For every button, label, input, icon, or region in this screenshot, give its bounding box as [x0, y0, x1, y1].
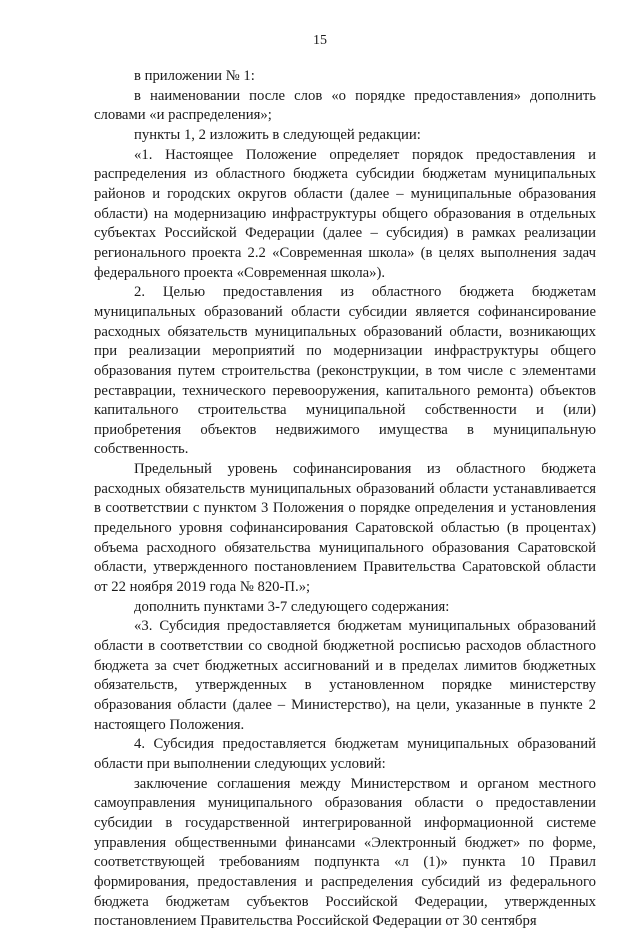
paragraph: в наименовании после слов «о порядке предоставления» дополнить словами «и распределения»; — [94, 87, 596, 124]
paragraph: 2. Целью предоставления из областного бюджета бюджетам муниципальных образований области субсидии является софинансирование расходных обязательств муниципальных образований области, возникающих при реализации мероприятий по модернизации инфраструктуры общего образования путем строительства (реконструкции, в том числе с элементами реставрации, технического перевооружения, капитального ремонта) объектов капитального строительства муниципальной собственности и (или) приобретения объектов недвижимого имущества в муниципальную собственность. — [94, 284, 596, 458]
paragraph: 4. Субсидия предоставляется бюджетам муниципальных образований области при выполнении следующих условий: — [94, 736, 596, 772]
paragraph: заключение соглашения между Министерством и органом местного самоуправления муниципального образования области о предоставлении субсидии в государственной интегрированной информационной системе управления общественными финансами «Электронный бюджет» по форме, соответствующей требованиям подпункта «л (1)» пункта 10 Правил формирования, предоставления и распределения субсидий из федерального бюджета бюджетам субъектов Российской Федерации, утвержденных постановлением Правительства Российской Федерации от 30 сентября — [94, 775, 596, 930]
page-number: 15 — [313, 33, 327, 48]
paragraph: дополнить пунктами 3-7 следующего содержания: — [134, 598, 450, 615]
paragraph: пункты 1, 2 изложить в следующей редакции: — [134, 126, 421, 143]
paragraph: «1. Настоящее Положение определяет порядок предоставления и распределения из областного бюджета субсидии бюджетам муниципальных районов и городских округов области (далее – муниципальные образования области) на модернизацию инфраструктуры общего образования в отдельных субъектах Российской Федерации (далее – субсидия) в рамках реализации регионального проекта 2.2 «Современная школа» (в целях выполнения задач федерального проекта «Современная школа»). — [94, 146, 596, 281]
paragraph: Предельный уровень софинансирования из областного бюджета расходных обязательств муниципальных образований области устанавливается в соответствии с пунктом 3 Положения о порядке определения и установления предельного уровня софинансирования Саратовской областью (в процентах) объема расходного обязательства муниципального образования Саратовской области, утвержденного постановлением Правительства Саратовской области от 22 ноября 2019 года № 820-П.»; — [94, 461, 596, 596]
paragraph: в приложении № 1: — [134, 68, 255, 84]
paragraph: «3. Субсидия предоставляется бюджетам муниципальных образований области в соответствии со сводной бюджетной росписью расходов областного бюджета за счет бюджетных ассигнований и в пределах лимитов бюджетных обязательств, утвержденных в установленном порядке министерству образования области (далее – Министерство), на цели, указанные в пункте 2 настоящего Положения. — [94, 618, 596, 733]
document-body — [94, 67, 596, 932]
